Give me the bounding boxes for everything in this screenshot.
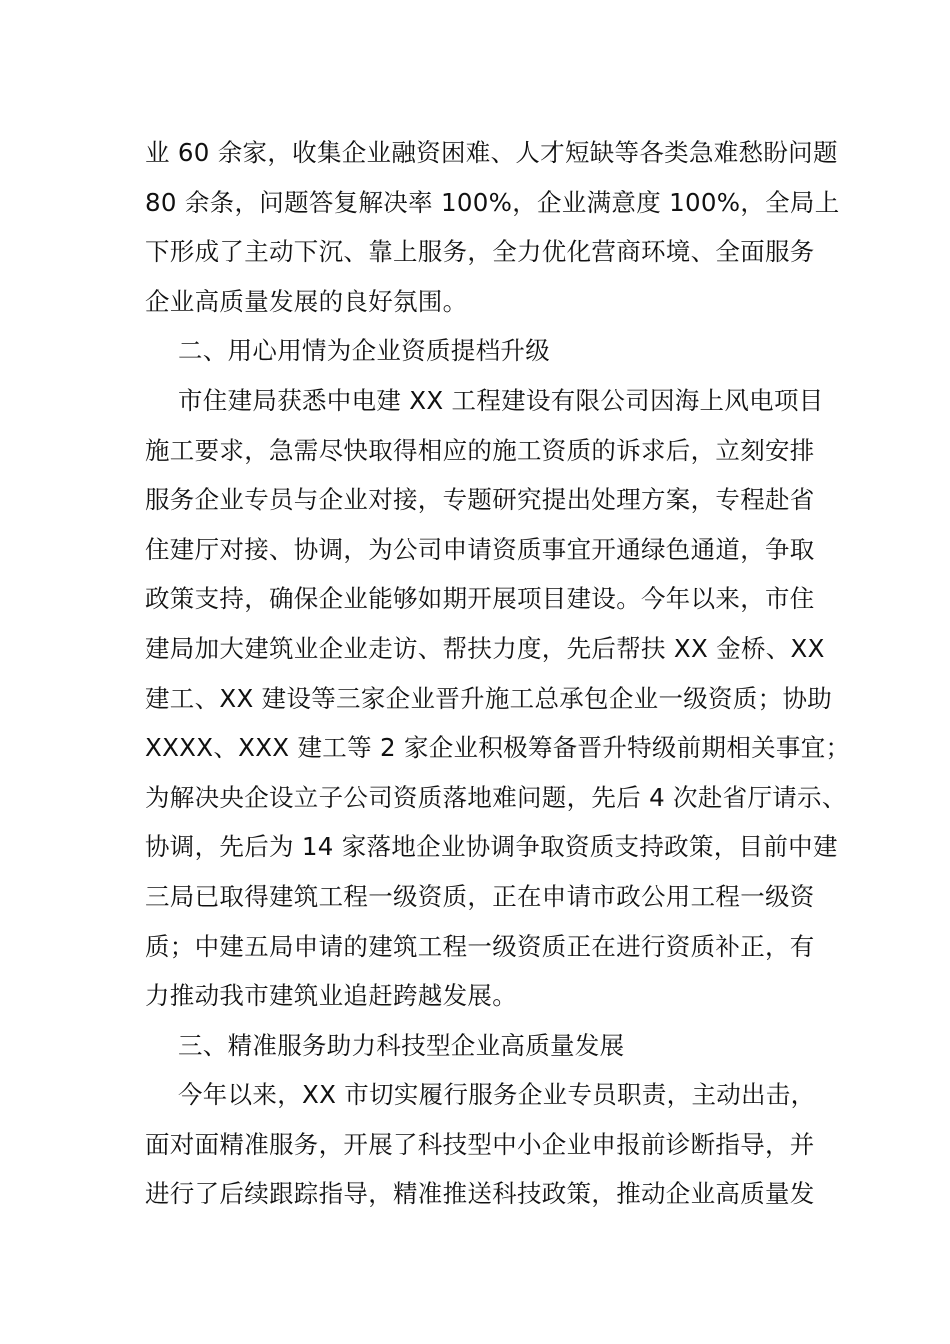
text-line: 住建厅对接、协调，为公司申请资质事宜开通绿色通道，争取 bbox=[145, 534, 815, 564]
text-line: 协调，先后为 14 家落地企业协调争取资质支持政策，目前中建 bbox=[145, 832, 838, 862]
text-line: XXXX、XXX 建工等 2 家企业积极筹备晋升特级前期相关事宜； bbox=[145, 733, 851, 763]
text-line: 业 60 余家，收集企业融资困难、人才短缺等各类急难愁盼问题 bbox=[145, 138, 838, 167]
text-line: 企业高质量发展的良好氛围。 bbox=[145, 286, 468, 316]
text-line: 80 余条，问题答复解决率 100%，企业满意度 100%，全局上 bbox=[145, 187, 840, 217]
paragraph-start: 市住建局获悉中电建 XX 工程建设有限公司因海上风电项目 bbox=[178, 385, 824, 415]
text-line: 进行了后续跟踪指导，精准推送科技政策，推动企业高质量发 bbox=[145, 1179, 815, 1209]
text-line: 力推动我市建筑业追赶跨越发展。 bbox=[145, 981, 517, 1011]
section-heading-2: 二、用心用情为企业资质提档升级 bbox=[178, 336, 550, 366]
text-line: 面对面精准服务，开展了科技型中小企业申报前诊断指导，并 bbox=[145, 1129, 815, 1159]
section-heading-3: 三、精准服务助力科技型企业高质量发展 bbox=[178, 1030, 625, 1060]
text-line: 施工要求，急需尽快取得相应的施工资质的诉求后，立刻安排 bbox=[145, 435, 815, 465]
text-line: 服务企业专员与企业对接，专题研究提出处理方案，专程赴省 bbox=[145, 485, 815, 515]
text-line: 政策支持，确保企业能够如期开展项目建设。今年以来，市住 bbox=[145, 584, 815, 614]
text-line: 三局已取得建筑工程一级资质，正在申请市政公用工程一级资 bbox=[145, 881, 815, 911]
text-line: 质；中建五局申请的建筑工程一级资质正在进行资质补正，有 bbox=[145, 931, 815, 961]
paragraph-start: 今年以来，XX 市切实履行服务企业专员职责，主动出击， bbox=[178, 1080, 816, 1110]
text-line: 下形成了主动下沉、靠上服务，全力优化营商环境、全面服务 bbox=[145, 237, 815, 267]
text-line: 为解决央企设立子公司资质落地难问题，先后 4 次赴省厅请示、 bbox=[145, 782, 847, 812]
text-line: 建工、XX 建设等三家企业晋升施工总承包企业一级资质；协助 bbox=[145, 683, 833, 713]
text-line: 建局加大建筑业企业走访、帮扶力度，先后帮扶 XX 金桥、XX bbox=[145, 633, 825, 663]
document-body bbox=[145, 128, 851, 1219]
